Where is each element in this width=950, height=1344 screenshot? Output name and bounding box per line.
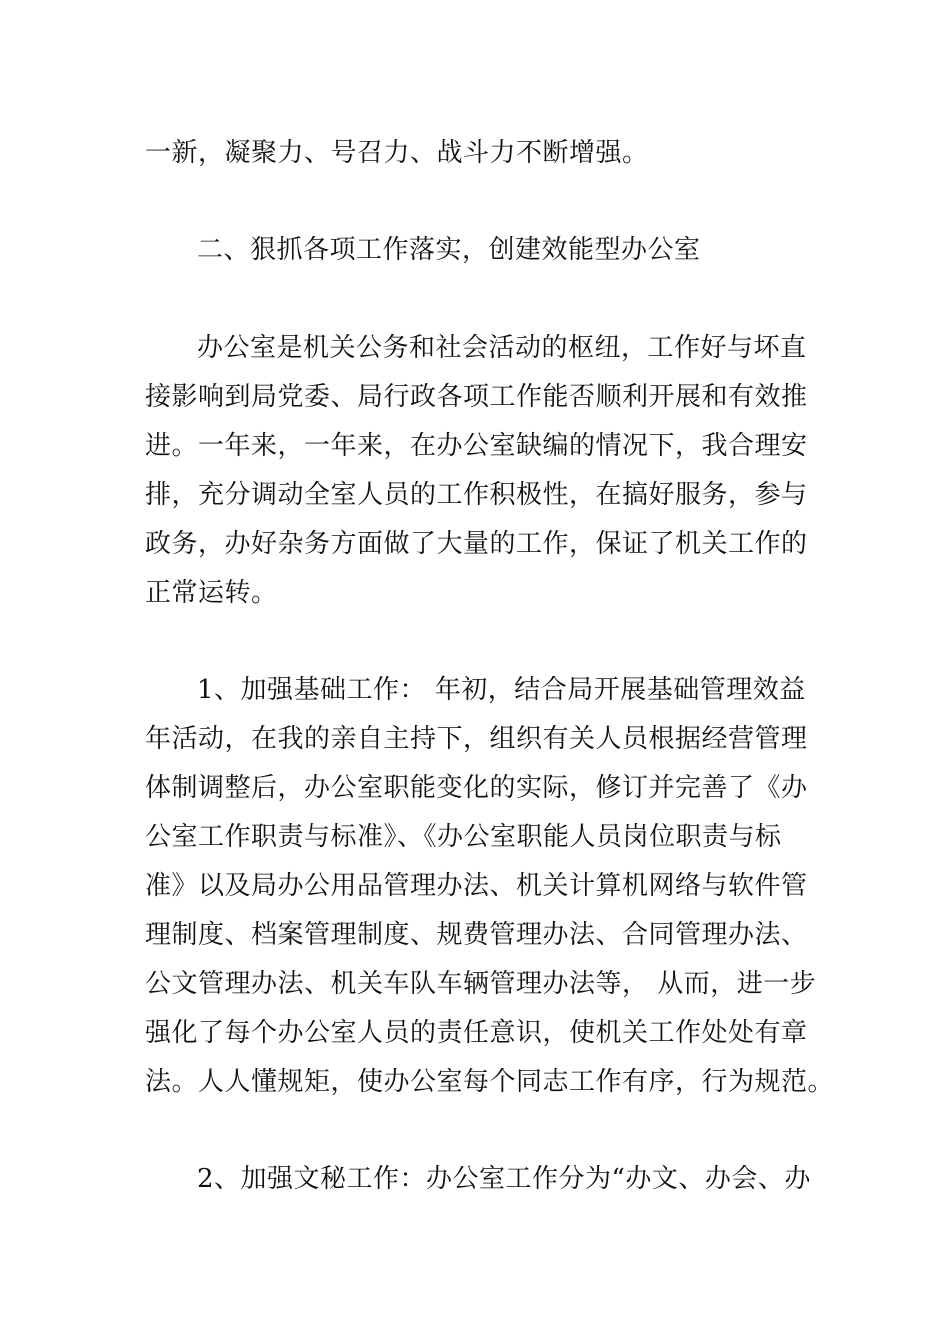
text-line: 正常运转。: [145, 578, 278, 608]
text-line: 办公室是机关公务和社会活动的枢纽，工作好与坏直: [197, 333, 807, 363]
heading-line: 二、狠抓各项工作落实，创建效能型办公室: [197, 235, 701, 265]
text-line: 强化了每个办公室人员的责任意识，使机关工作处处有章: [145, 1018, 808, 1048]
text-line: 接影响到局党委、局行政各项工作能否顺利开展和有效推: [145, 382, 808, 412]
text-line: 1、加强基础工作： 年初，结合局开展基础管理效益: [197, 675, 806, 705]
paragraph-basic-work: [145, 666, 835, 1107]
text-line: 理制度、档案管理制度、规费管理办法、合同管理办法、: [145, 920, 808, 950]
text-line: 2、加强文秘工作：办公室工作分为“办文、办会、办: [197, 1164, 811, 1194]
text-line: 政务，办好杂务方面做了大量的工作，保证了机关工作的: [145, 529, 808, 559]
text-line: 法。人人懂规矩，使办公室每个同志工作有序，行为规范。: [145, 1067, 835, 1097]
paragraph-secretarial-work: [145, 1155, 813, 1204]
text-line: 公室工作职责与标准》、《办公室职能人员岗位职责与标: [145, 822, 782, 852]
paragraph-continuation: [145, 129, 813, 178]
section-heading: [145, 226, 813, 275]
text-line: 一新，凝聚力、号召力、战斗力不断增强。: [145, 138, 649, 168]
text-line: 体制调整后，办公室职能变化的实际，修订并完善了《办: [145, 773, 808, 803]
text-line: 公文管理办法、机关车队车辆管理办法等， 从而，进一步: [145, 969, 817, 999]
text-line: 准》以及局办公用品管理办法、机关计算机网络与软件管: [145, 871, 808, 901]
text-line: 进。一年来，一年来，在办公室缺编的情况下，我合理安: [145, 431, 808, 461]
text-line: 年活动，在我的亲自主持下，组织有关人员根据经营管理: [145, 724, 808, 754]
text-line: 排，充分调动全室人员的工作积极性，在搞好服务，参与: [145, 480, 808, 510]
paragraph-office-role: [145, 324, 813, 618]
